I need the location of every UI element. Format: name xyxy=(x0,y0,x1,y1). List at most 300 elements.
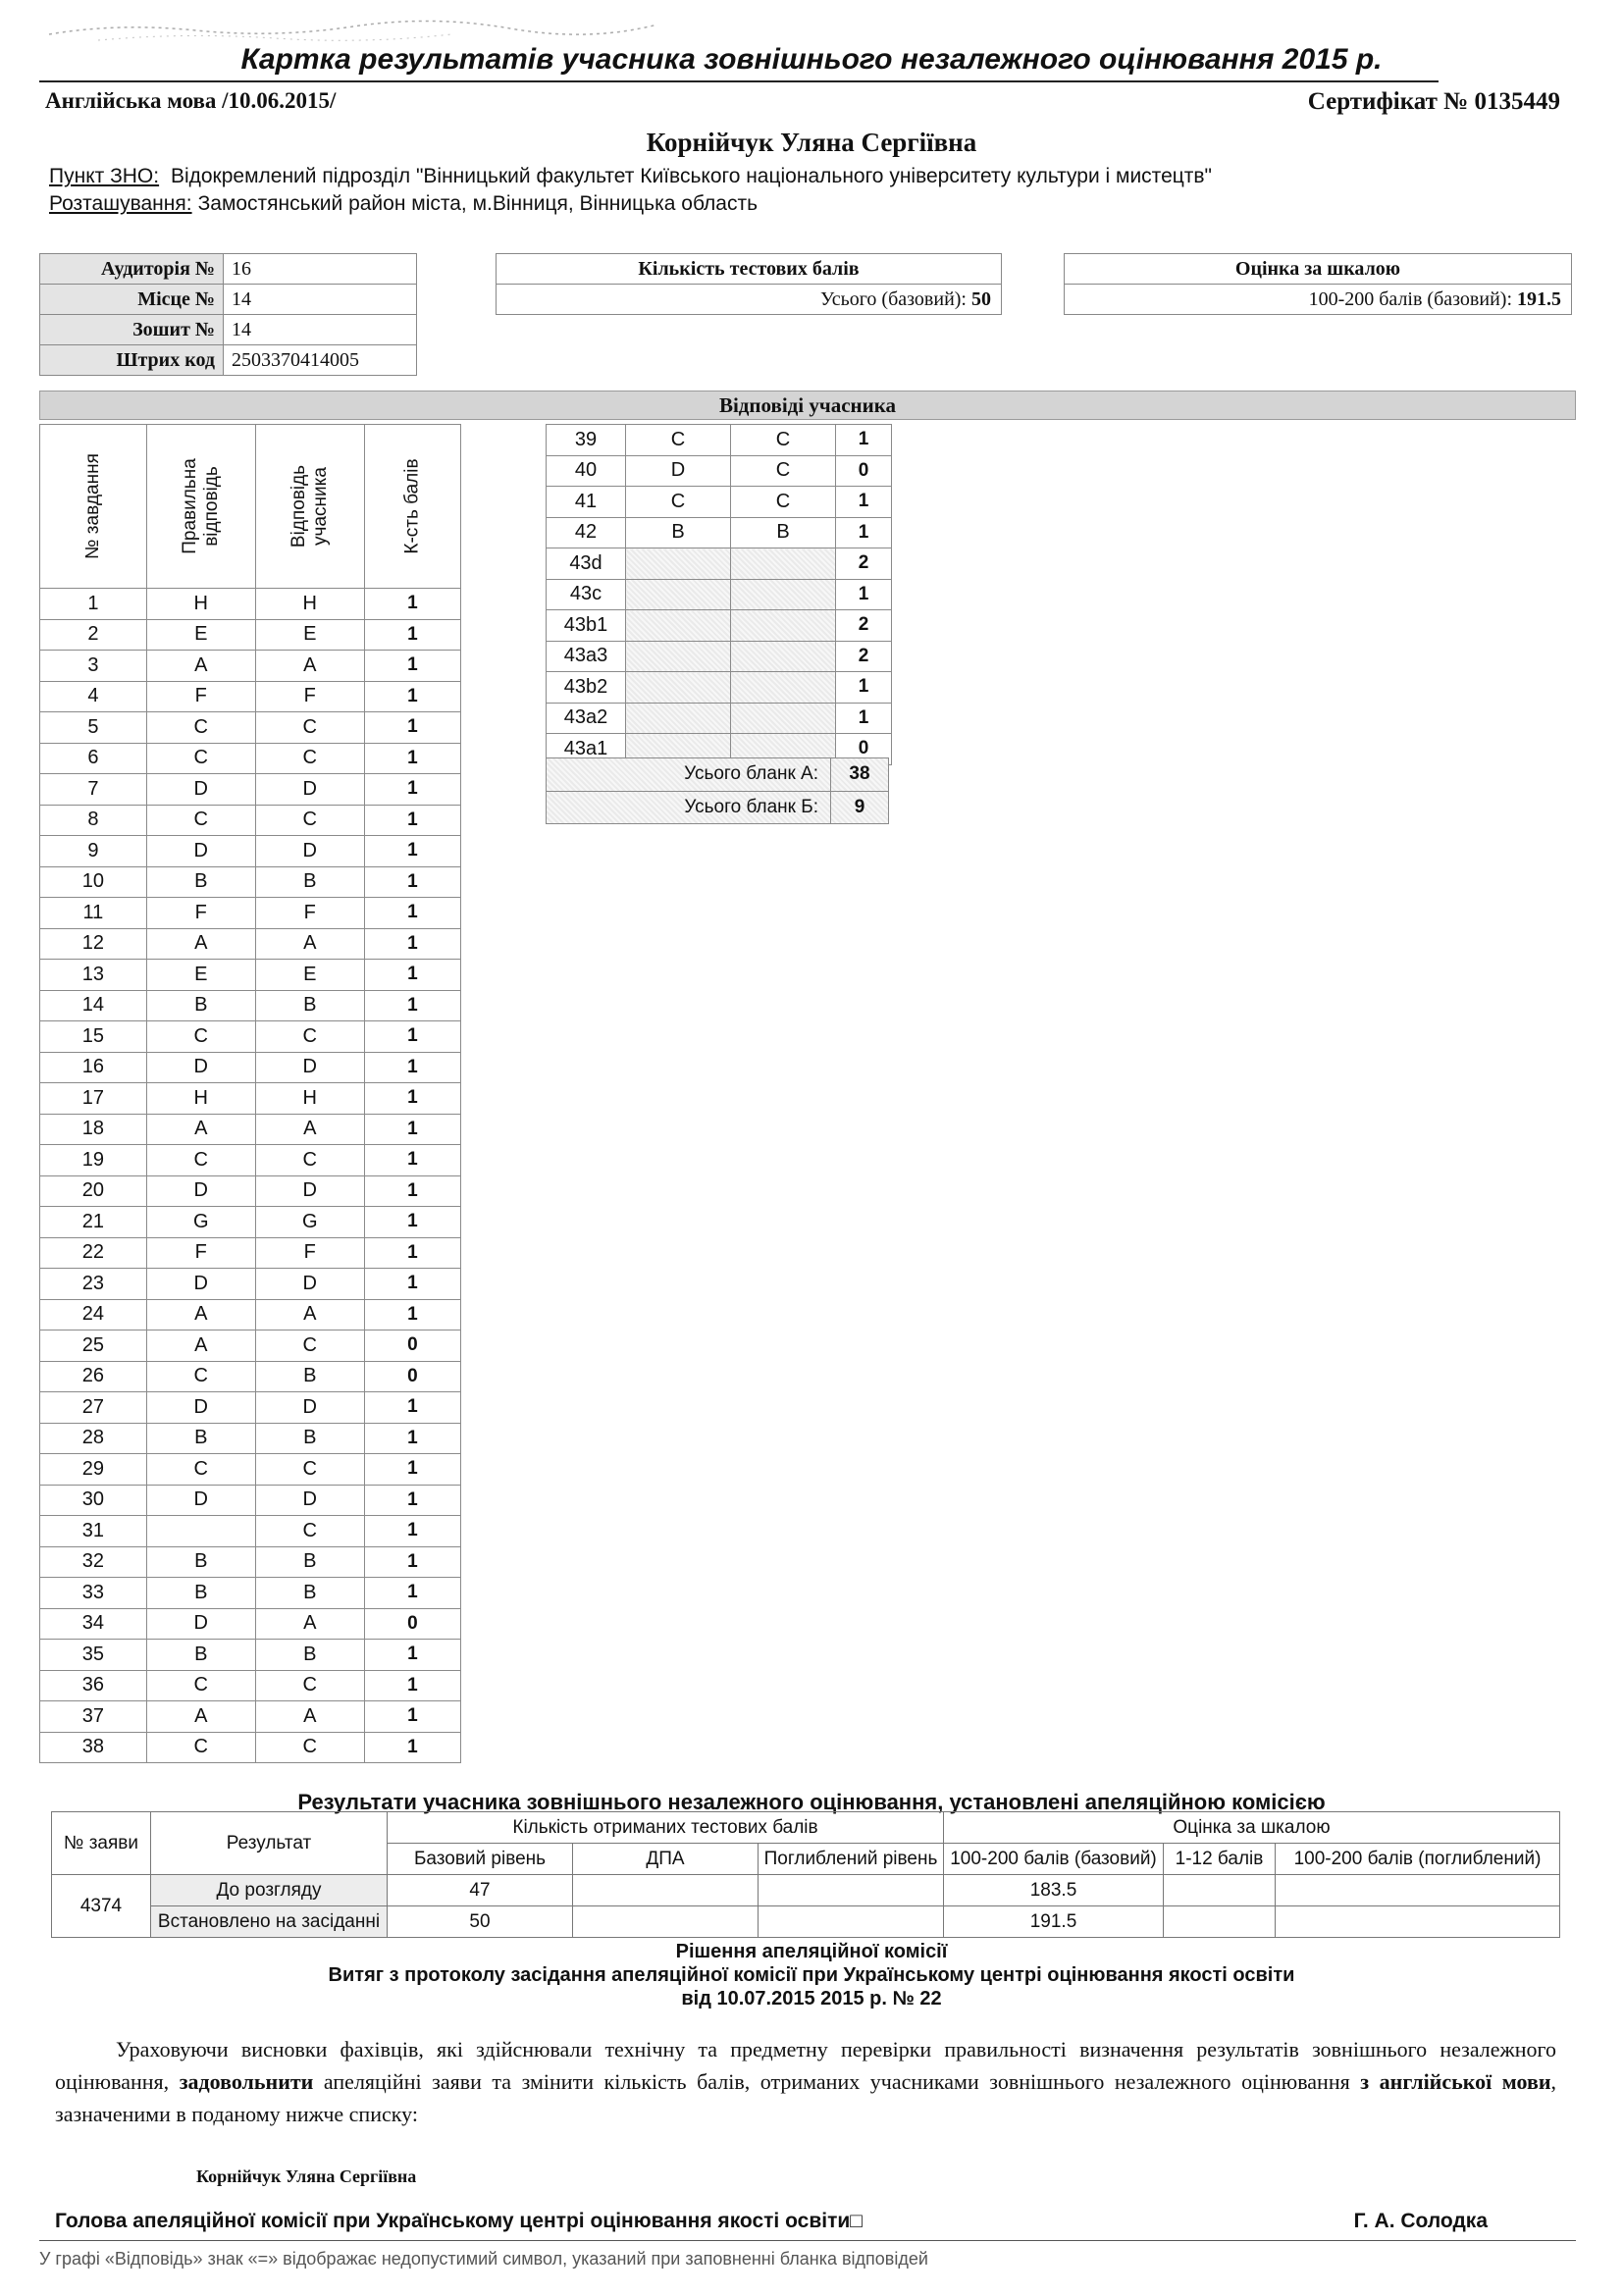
task-number: 16 xyxy=(40,1052,147,1083)
answer-row xyxy=(40,1640,461,1671)
given-answer xyxy=(731,672,836,704)
given-answer: C xyxy=(731,425,836,456)
task-number: 43a2 xyxy=(547,703,626,734)
meta-row xyxy=(40,285,417,315)
points: 1 xyxy=(364,1454,460,1486)
col-header-task: № завдання xyxy=(40,425,147,589)
appeal-h-scale: Оцінка за шкалою xyxy=(944,1812,1560,1844)
given-answer: C xyxy=(731,487,836,518)
meta-label: Зошит № xyxy=(40,315,224,345)
task-number: 43a1 xyxy=(547,734,626,765)
points: 1 xyxy=(364,1640,460,1671)
task-number: 36 xyxy=(40,1670,147,1701)
given-answer: A xyxy=(255,1114,364,1145)
given-answer: A xyxy=(255,928,364,960)
meta-row xyxy=(40,315,417,345)
appeal-h-scale-12: 1-12 балів xyxy=(1164,1844,1276,1875)
task-number: 13 xyxy=(40,960,147,991)
total-row-b xyxy=(547,791,889,824)
meta-value: 16 xyxy=(224,254,417,285)
appeal-dpa xyxy=(573,1906,759,1938)
given-answer: G xyxy=(255,1207,364,1238)
task-number: 26 xyxy=(40,1361,147,1392)
task-number: 43a3 xyxy=(547,641,626,672)
appeal-results-table xyxy=(51,1811,1560,1938)
location-line xyxy=(49,192,758,216)
points: 1 xyxy=(364,866,460,898)
correct-answer: C xyxy=(146,712,255,744)
task-number: 15 xyxy=(40,1021,147,1053)
given-answer xyxy=(731,703,836,734)
answers-table-left xyxy=(39,424,461,1763)
given-answer: D xyxy=(255,1052,364,1083)
appeal-scale-12 xyxy=(1164,1906,1276,1938)
appeal-dpa xyxy=(573,1875,759,1906)
answer-row xyxy=(40,712,461,744)
task-number: 21 xyxy=(40,1207,147,1238)
exam-meta-table xyxy=(39,253,417,376)
points: 0 xyxy=(836,455,892,487)
answer-row xyxy=(40,1361,461,1392)
task-number: 27 xyxy=(40,1392,147,1424)
answer-row xyxy=(40,1175,461,1207)
task-number: 7 xyxy=(40,774,147,806)
appeal-scale-12 xyxy=(1164,1875,1276,1906)
answer-row xyxy=(40,1145,461,1176)
task-number: 19 xyxy=(40,1145,147,1176)
task-number: 18 xyxy=(40,1114,147,1145)
subject-and-date: Англійська мова /10.06.2015/ xyxy=(45,88,337,113)
answer-row xyxy=(40,1021,461,1053)
answer-row xyxy=(547,517,892,548)
correct-answer: E xyxy=(146,960,255,991)
correct-answer xyxy=(626,610,731,642)
task-number: 14 xyxy=(40,990,147,1021)
meta-row xyxy=(40,345,417,376)
given-answer: H xyxy=(255,1083,364,1115)
footnote: У графі «Відповідь» знак «=» відображає недопустимий символ, указаний при заповненні бланка відповідей xyxy=(39,2249,928,2269)
task-number: 11 xyxy=(40,898,147,929)
certificate-number: Сертифікат № 0135449 xyxy=(1307,88,1560,115)
given-answer: C xyxy=(255,712,364,744)
points: 1 xyxy=(364,589,460,620)
answer-row xyxy=(547,703,892,734)
given-answer: E xyxy=(255,619,364,651)
correct-answer: D xyxy=(146,1608,255,1640)
task-number: 17 xyxy=(40,1083,147,1115)
given-answer: B xyxy=(255,990,364,1021)
meta-row xyxy=(40,254,417,285)
correct-answer: D xyxy=(146,1269,255,1300)
points: 1 xyxy=(364,1392,460,1424)
given-answer: C xyxy=(255,1670,364,1701)
meta-value: 14 xyxy=(224,285,417,315)
given-answer: F xyxy=(255,898,364,929)
points: 1 xyxy=(364,1114,460,1145)
correct-answer: D xyxy=(146,1175,255,1207)
decision-body: Ураховуючи висновки фахівців, які здійснювали технічну та предметну перевірки правильності визначення результатів зовнішнього незалежного оцінювання, задовольнити апеляційні заяви та змінити кількість балів, отриманих учасниками зовнішнього незалежного оцінювання з англійської мови, зазначеними в поданому нижче списку: xyxy=(55,2037,1557,2126)
points: 1 xyxy=(364,990,460,1021)
points: 1 xyxy=(364,651,460,682)
test-point-label: Пункт ЗНО: xyxy=(49,165,160,187)
points: 2 xyxy=(836,641,892,672)
appeal-advanced xyxy=(759,1906,944,1938)
correct-answer: C xyxy=(146,1732,255,1763)
points: 1 xyxy=(364,1485,460,1516)
col-header-given: Відповідь учасника xyxy=(255,425,364,589)
col-header-correct: Правильна відповідь xyxy=(146,425,255,589)
correct-answer: A xyxy=(146,651,255,682)
task-number: 43b1 xyxy=(547,610,626,642)
given-answer: C xyxy=(255,1454,364,1486)
given-answer: A xyxy=(255,1299,364,1331)
task-number: 22 xyxy=(40,1237,147,1269)
appeal-h-result: Результат xyxy=(151,1812,388,1875)
scale-score-value: 191.5 xyxy=(1517,287,1561,310)
correct-answer: B xyxy=(146,1640,255,1671)
correct-answer: C xyxy=(146,1361,255,1392)
task-number: 43b2 xyxy=(547,672,626,704)
task-number: 43d xyxy=(547,548,626,580)
answer-row xyxy=(40,1732,461,1763)
task-number: 5 xyxy=(40,712,147,744)
test-point-value: Відокремлений підрозділ "Вінницький факультет Київського національного університету культури і мистецтв" xyxy=(170,165,1213,187)
given-answer: F xyxy=(255,681,364,712)
appeal-advanced xyxy=(759,1875,944,1906)
given-answer: A xyxy=(255,1608,364,1640)
points: 1 xyxy=(836,517,892,548)
correct-answer: F xyxy=(146,1237,255,1269)
appeal-scale-adv xyxy=(1276,1906,1560,1938)
answer-row xyxy=(40,774,461,806)
points: 1 xyxy=(364,1237,460,1269)
appeal-result: До розгляду xyxy=(151,1875,388,1906)
answer-row xyxy=(40,836,461,867)
points: 2 xyxy=(836,548,892,580)
answers-section-title: Відповіді учасника xyxy=(39,391,1576,420)
points: 1 xyxy=(364,1299,460,1331)
test-points-value: 50 xyxy=(971,287,991,310)
given-answer: C xyxy=(255,1021,364,1053)
answer-row xyxy=(40,619,461,651)
points: 1 xyxy=(364,712,460,744)
points: 1 xyxy=(836,672,892,704)
correct-answer: B xyxy=(146,1578,255,1609)
answer-row xyxy=(547,579,892,610)
given-answer: F xyxy=(255,1237,364,1269)
answer-row xyxy=(40,1423,461,1454)
answers-table-right xyxy=(546,424,892,765)
task-number: 20 xyxy=(40,1175,147,1207)
points: 1 xyxy=(836,425,892,456)
task-number: 31 xyxy=(40,1516,147,1547)
points: 1 xyxy=(364,1732,460,1763)
correct-answer xyxy=(626,672,731,704)
answer-row xyxy=(547,455,892,487)
answer-row xyxy=(40,898,461,929)
document-title: Картка результатів учасника зовнішнього незалежного оцінювання 2015 р. xyxy=(240,43,1383,76)
answer-row xyxy=(547,641,892,672)
task-number: 29 xyxy=(40,1454,147,1486)
given-answer: C xyxy=(255,805,364,836)
correct-answer: B xyxy=(146,1423,255,1454)
given-answer: B xyxy=(255,1578,364,1609)
appeal-h-app-no: № заяви xyxy=(52,1812,151,1875)
answer-row xyxy=(40,1237,461,1269)
correct-answer: E xyxy=(146,619,255,651)
correct-answer: C xyxy=(146,805,255,836)
given-answer: D xyxy=(255,1269,364,1300)
appeal-scale-adv xyxy=(1276,1875,1560,1906)
points: 1 xyxy=(364,1083,460,1115)
task-number: 30 xyxy=(40,1485,147,1516)
correct-answer: D xyxy=(626,455,731,487)
answer-row xyxy=(40,1052,461,1083)
given-answer: D xyxy=(255,1485,364,1516)
given-answer: A xyxy=(255,1701,364,1733)
correct-answer: B xyxy=(146,1546,255,1578)
given-answer: C xyxy=(255,1732,364,1763)
answer-row xyxy=(40,928,461,960)
task-number: 39 xyxy=(547,425,626,456)
appeal-result: Встановлено на засіданні xyxy=(151,1906,388,1938)
answer-row xyxy=(40,1485,461,1516)
correct-answer: B xyxy=(146,866,255,898)
correct-answer: C xyxy=(146,1021,255,1053)
answer-row xyxy=(40,990,461,1021)
participant-name: Корнійчук Уляна Сергіївна xyxy=(646,128,977,157)
correct-answer: G xyxy=(146,1207,255,1238)
points: 1 xyxy=(836,487,892,518)
appeal-row xyxy=(52,1875,1560,1906)
meta-label: Місце № xyxy=(40,285,224,315)
given-answer: D xyxy=(255,774,364,806)
task-number: 37 xyxy=(40,1701,147,1733)
given-answer: E xyxy=(255,960,364,991)
total-label: Усього бланк А: xyxy=(547,758,831,792)
task-number: 28 xyxy=(40,1423,147,1454)
test-point-line xyxy=(49,165,1212,188)
points: 1 xyxy=(364,619,460,651)
correct-answer: D xyxy=(146,1052,255,1083)
scale-score-box xyxy=(1064,253,1572,315)
task-number: 42 xyxy=(547,517,626,548)
appeal-scale-basic: 183.5 xyxy=(944,1875,1164,1906)
correct-answer: H xyxy=(146,1083,255,1115)
correct-answer xyxy=(626,579,731,610)
correct-answer: A xyxy=(146,1299,255,1331)
footer-divider xyxy=(39,2240,1576,2241)
task-number: 6 xyxy=(40,743,147,774)
given-answer: D xyxy=(255,1175,364,1207)
total-row-a xyxy=(547,758,889,792)
points: 1 xyxy=(364,1207,460,1238)
scale-score-heading: Оцінка за шкалою xyxy=(1065,254,1572,285)
task-number: 32 xyxy=(40,1546,147,1578)
answer-row xyxy=(40,1608,461,1640)
appeal-h-dpa: ДПА xyxy=(573,1844,759,1875)
points: 1 xyxy=(364,805,460,836)
correct-answer: D xyxy=(146,1485,255,1516)
task-number: 4 xyxy=(40,681,147,712)
correct-answer: D xyxy=(146,1392,255,1424)
given-answer xyxy=(731,641,836,672)
answer-row xyxy=(40,866,461,898)
decision-heading: Рішення апеляційної комісії xyxy=(675,1941,948,1962)
appeal-h-basic: Базовий рівень xyxy=(388,1844,573,1875)
given-answer: B xyxy=(255,866,364,898)
answer-row xyxy=(40,743,461,774)
points: 1 xyxy=(364,1052,460,1083)
points: 1 xyxy=(364,898,460,929)
location-label: Розташування: xyxy=(49,192,192,215)
correct-answer: C xyxy=(146,1670,255,1701)
answer-row xyxy=(40,1454,461,1486)
points: 1 xyxy=(364,928,460,960)
points: 1 xyxy=(364,1578,460,1609)
answer-row xyxy=(547,672,892,704)
points: 1 xyxy=(364,1175,460,1207)
appeal-h-advanced: Поглиблений рівень xyxy=(759,1844,944,1875)
title-divider xyxy=(39,80,1439,82)
total-label: Усього бланк Б: xyxy=(547,791,831,824)
points: 1 xyxy=(364,1546,460,1578)
task-number: 12 xyxy=(40,928,147,960)
points: 2 xyxy=(836,610,892,642)
answers-header-row xyxy=(40,425,461,589)
correct-answer: B xyxy=(146,990,255,1021)
correct-answer: A xyxy=(146,1331,255,1362)
answer-row xyxy=(40,960,461,991)
correct-answer: C xyxy=(626,425,731,456)
answer-row xyxy=(547,548,892,580)
answer-row xyxy=(40,1207,461,1238)
points: 1 xyxy=(364,774,460,806)
points: 1 xyxy=(836,579,892,610)
answer-row xyxy=(40,589,461,620)
meta-value: 14 xyxy=(224,315,417,345)
scale-score-total: 100-200 балів (базовий): 191.5 xyxy=(1065,285,1572,315)
scan-artifact xyxy=(39,15,667,44)
points: 1 xyxy=(364,743,460,774)
points: 1 xyxy=(364,836,460,867)
given-answer: C xyxy=(255,1331,364,1362)
appeal-results-title: Результати учасника зовнішнього незалежного оцінювання, установлені апеляційною комісією xyxy=(297,1790,1326,1814)
checkbox-glyph: □ xyxy=(850,2210,863,2232)
points: 1 xyxy=(364,1145,460,1176)
given-answer: C xyxy=(255,1516,364,1547)
points: 1 xyxy=(364,681,460,712)
given-answer: D xyxy=(255,1392,364,1424)
task-number: 9 xyxy=(40,836,147,867)
task-number: 10 xyxy=(40,866,147,898)
correct-answer: C xyxy=(626,487,731,518)
correct-answer: A xyxy=(146,1701,255,1733)
meta-label: Штрих код xyxy=(40,345,224,376)
answer-row xyxy=(40,1299,461,1331)
points: 1 xyxy=(364,1701,460,1733)
correct-answer: F xyxy=(146,681,255,712)
correct-answer: H xyxy=(146,589,255,620)
correct-answer: C xyxy=(146,743,255,774)
correct-answer: B xyxy=(626,517,731,548)
task-number: 41 xyxy=(547,487,626,518)
appeal-h-scale-basic: 100-200 балів (базовий) xyxy=(944,1844,1164,1875)
decision-date-number: від 10.07.2015 2015 р. № 22 xyxy=(681,1988,942,2009)
location-value: Замостянський район міста, м.Вінниця, Вінницька область xyxy=(197,192,759,215)
given-answer xyxy=(731,548,836,580)
answers-totals xyxy=(546,757,889,824)
given-answer: C xyxy=(731,455,836,487)
points: 1 xyxy=(364,1021,460,1053)
total-value: 38 xyxy=(831,758,889,792)
given-answer: C xyxy=(255,743,364,774)
given-answer xyxy=(731,610,836,642)
answer-row xyxy=(547,487,892,518)
points: 0 xyxy=(364,1608,460,1640)
answer-row xyxy=(40,1083,461,1115)
task-number: 38 xyxy=(40,1732,147,1763)
points: 1 xyxy=(364,1269,460,1300)
answer-row xyxy=(547,610,892,642)
correct-answer: C xyxy=(146,1145,255,1176)
correct-answer xyxy=(626,548,731,580)
signed-participant-name: Корнійчук Уляна Сергіївна xyxy=(196,2166,417,2186)
given-answer: B xyxy=(255,1640,364,1671)
answer-row xyxy=(40,1114,461,1145)
given-answer: B xyxy=(255,1361,364,1392)
appeal-app-no: 4374 xyxy=(52,1875,151,1938)
given-answer: B xyxy=(255,1423,364,1454)
chairman-name: Г. А. Солодка xyxy=(1353,2210,1488,2232)
task-number: 35 xyxy=(40,1640,147,1671)
correct-answer xyxy=(626,703,731,734)
appeal-basic: 50 xyxy=(388,1906,573,1938)
task-number: 8 xyxy=(40,805,147,836)
correct-answer: D xyxy=(146,836,255,867)
given-answer: D xyxy=(255,836,364,867)
answer-row xyxy=(40,1578,461,1609)
task-number: 40 xyxy=(547,455,626,487)
answer-row xyxy=(40,805,461,836)
points: 1 xyxy=(364,960,460,991)
correct-answer: A xyxy=(146,1114,255,1145)
points: 1 xyxy=(836,703,892,734)
answer-row xyxy=(40,1516,461,1547)
points: 1 xyxy=(364,1423,460,1454)
test-points-box xyxy=(496,253,1002,315)
task-number: 23 xyxy=(40,1269,147,1300)
given-answer: H xyxy=(255,589,364,620)
points: 1 xyxy=(364,1670,460,1701)
answer-row xyxy=(547,425,892,456)
correct-answer: D xyxy=(146,774,255,806)
task-number: 1 xyxy=(40,589,147,620)
task-number: 33 xyxy=(40,1578,147,1609)
answer-row xyxy=(40,1670,461,1701)
correct-answer xyxy=(626,641,731,672)
given-answer: A xyxy=(255,651,364,682)
task-number: 34 xyxy=(40,1608,147,1640)
answer-row xyxy=(40,1392,461,1424)
appeal-basic: 47 xyxy=(388,1875,573,1906)
chairman-title: Голова апеляційної комісії при Українському центрі оцінювання якості освіти□ xyxy=(55,2210,863,2232)
task-number: 25 xyxy=(40,1331,147,1362)
test-points-heading: Кількість тестових балів xyxy=(497,254,1002,285)
meta-label: Аудиторія № xyxy=(40,254,224,285)
task-number: 24 xyxy=(40,1299,147,1331)
points: 1 xyxy=(364,1516,460,1547)
